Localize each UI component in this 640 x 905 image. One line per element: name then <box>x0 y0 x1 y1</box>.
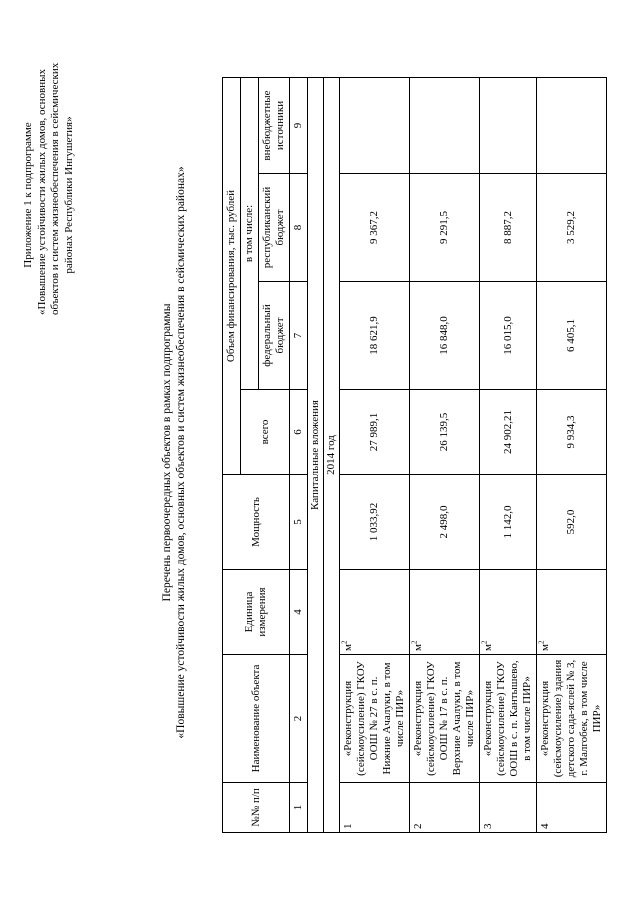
row-total: 27 989,1 <box>340 390 410 475</box>
header-republic: республиканский бюджет <box>259 174 290 282</box>
row-extra <box>410 78 480 174</box>
row-unit <box>480 570 537 655</box>
row-num: 2 <box>410 783 480 833</box>
unit-exp: 2 <box>340 640 349 645</box>
year-row <box>324 78 340 833</box>
col-number: 4 <box>290 570 308 655</box>
appendix-line: «Повышение устойчивости жилых домов, основных <box>35 68 48 315</box>
row-federal: 18 621,9 <box>340 282 410 390</box>
unit-exp: 2 <box>480 640 489 645</box>
appendix-line: Приложение 1 к подпрограмме <box>22 122 34 268</box>
row-total: 9 934,3 <box>537 390 607 475</box>
row-federal: 16 015,0 <box>480 282 537 390</box>
unit-exp: 2 <box>410 640 419 645</box>
unit-symbol: м <box>539 644 551 651</box>
table-row <box>340 78 410 833</box>
table-row <box>480 78 537 833</box>
unit-exp: 2 <box>537 640 546 645</box>
row-name: «Реконструкция (сейсмоусиление) ГКОУ ООШ № 27 в с. п. Нижние Ачалуки, в том числе ПИР» <box>340 655 410 783</box>
appendix-line: объектов и систем жизнеобеспечения в сейсмических <box>49 62 61 315</box>
col-number: 9 <box>290 78 308 174</box>
unit-symbol: м <box>342 644 354 651</box>
header-num: №№ п/п <box>223 783 290 833</box>
row-name: «Реконструкция (сейсмоусиление) ГКОУ ООШ в с. п. Кантышево, в том числе ПИР» <box>480 655 537 783</box>
row-extra <box>480 78 537 174</box>
section-title: Капитальные вложения <box>308 78 324 833</box>
title-line-1: Перечень первоочередных объектов в рамках подпрограммы <box>161 303 173 602</box>
row-republic: 9 291,5 <box>410 174 480 282</box>
column-numbers-row <box>290 78 308 833</box>
row-total: 26 139,5 <box>410 390 480 475</box>
row-name: «Реконструкция (сейсмоусиление) ГКОУ ООШ № 17 в с. п. Верхние Ачалуки, в том числе ПИР» <box>410 655 480 783</box>
table-row <box>410 78 480 833</box>
col-number: 7 <box>290 282 308 390</box>
row-capacity: 1 142,0 <box>480 475 537 570</box>
row-num: 3 <box>480 783 537 833</box>
objects-table <box>222 77 607 833</box>
unit-symbol: м <box>412 644 424 651</box>
appendix-line: районах Республики Ингушетия» <box>62 116 75 274</box>
col-number: 6 <box>290 390 308 475</box>
header-unit: Единица измерения <box>223 570 290 655</box>
header-extra: внебюджетные источники <box>259 78 290 174</box>
row-capacity: 2 498,0 <box>410 475 480 570</box>
header-federal: федеральный бюджет <box>259 282 290 390</box>
header-row <box>223 78 241 833</box>
row-federal: 16 848,0 <box>410 282 480 390</box>
year-title: 2014 год <box>324 78 340 833</box>
row-capacity: 1 033,92 <box>340 475 410 570</box>
col-number: 2 <box>290 655 308 783</box>
row-federal: 6 405,1 <box>537 282 607 390</box>
header-name: Наименование объекта <box>223 655 290 783</box>
col-number: 5 <box>290 475 308 570</box>
title-line-2: «Повышение устойчивости жилых домов, основных объектов и систем жизнеобеспечения в сейсмических районах» <box>175 166 187 739</box>
header-including: в том числе: <box>241 78 259 390</box>
table-row <box>537 78 607 833</box>
row-unit <box>410 570 480 655</box>
unit-symbol: м <box>482 644 494 651</box>
row-capacity: 592,0 <box>537 475 607 570</box>
row-num: 1 <box>340 783 410 833</box>
row-unit <box>340 570 410 655</box>
header-total: всего <box>241 390 290 475</box>
row-unit <box>537 570 607 655</box>
row-republic: 3 529,2 <box>537 174 607 282</box>
col-number: 8 <box>290 174 308 282</box>
row-extra <box>537 78 607 174</box>
row-republic: 8 887,2 <box>480 174 537 282</box>
document-title <box>160 0 188 905</box>
header-capacity: Мощность <box>223 475 290 570</box>
row-name: «Реконструкция (сейсмоусиление) здания детского сада-яслей № 3, г. Малгобек, в том числе ПИР» <box>537 655 607 783</box>
col-number: 1 <box>290 783 308 833</box>
header-funding: Объем финансирования, тыс. рублей <box>223 78 241 475</box>
appendix-note <box>22 62 76 315</box>
section-row <box>308 78 324 833</box>
row-extra <box>340 78 410 174</box>
row-total: 24 902,21 <box>480 390 537 475</box>
row-num: 4 <box>537 783 607 833</box>
row-republic: 9 367,2 <box>340 174 410 282</box>
